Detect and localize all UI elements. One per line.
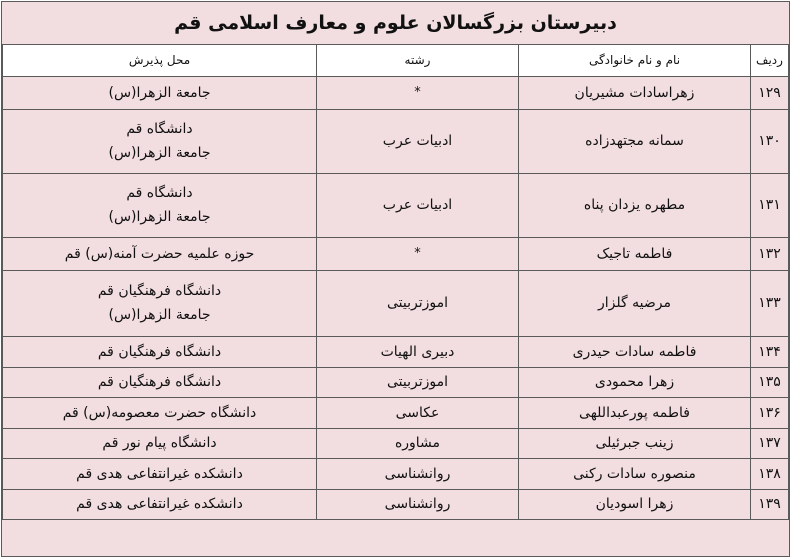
cell-field: * <box>317 76 519 109</box>
cell-name: فاطمه سادات حیدری <box>519 336 751 367</box>
place-line: جامعة الزهرا(س) <box>108 307 211 323</box>
place-line: دانشکده غیرانتفاعی هدی قم <box>76 496 243 512</box>
place-line: جامعة الزهرا(س) <box>108 209 211 225</box>
place-line: جامعة الزهرا(س) <box>108 84 211 101</box>
cell-radif: ۱۲۹ <box>751 76 789 109</box>
place-line: دانشکده غیرانتفاعی هدی قم <box>76 465 243 482</box>
table-row <box>3 173 789 237</box>
table-row <box>3 458 789 489</box>
cell-field: * <box>317 237 519 270</box>
place-line: جامعة الزهرا(س) <box>108 145 211 161</box>
cell-field: عکاسی <box>317 397 519 428</box>
place-line: دانشگاه فرهنگیان قم <box>97 374 222 390</box>
place-line: دانشگاه پیام نور قم <box>102 435 217 451</box>
cell-name: مطهره یزدان پناه <box>519 173 751 237</box>
header-place: محل پذیرش <box>3 45 317 76</box>
cell-field: روانشناسی <box>317 458 519 489</box>
cell-field: اموزتربیتی <box>317 270 519 336</box>
cell-field: مشاوره <box>317 428 519 458</box>
cell-radif: ۱۳۷ <box>751 428 789 458</box>
page-title: دبیرستان بزرگسالان علوم و معارف اسلامی قم <box>2 2 789 45</box>
place-line: دانشگاه قم <box>126 185 193 201</box>
cell-field: ادبیات عرب <box>317 109 519 173</box>
cell-name: مرضیه گلزار <box>519 270 751 336</box>
table-row <box>3 109 789 173</box>
cell-name: فاطمه پورعبداللهی <box>519 397 751 428</box>
cell-place <box>3 397 317 428</box>
cell-radif: ۱۳۳ <box>751 270 789 336</box>
table-row <box>3 367 789 397</box>
table-row <box>3 237 789 270</box>
cell-place <box>3 173 317 237</box>
cell-radif: ۱۳۹ <box>751 489 789 519</box>
cell-place <box>3 109 317 173</box>
table-row <box>3 397 789 428</box>
place-line: حوزه علمیه حضرت آمنه(س) قم <box>64 245 255 262</box>
place-line: دانشگاه فرهنگیان قم <box>97 343 222 360</box>
table-header-row <box>3 45 789 76</box>
table-row <box>3 76 789 109</box>
cell-place <box>3 489 317 519</box>
cell-radif: ۱۳۱ <box>751 173 789 237</box>
cell-radif: ۱۳۶ <box>751 397 789 428</box>
cell-name: زهراسادات مشیریان <box>519 76 751 109</box>
header-name: نام و نام خانوادگی <box>519 45 751 76</box>
cell-name: سمانه مجتهدزاده <box>519 109 751 173</box>
cell-field: دبیری الهیات <box>317 336 519 367</box>
cell-name: زهرا محمودی <box>519 367 751 397</box>
table-row <box>3 336 789 367</box>
cell-field: ادبیات عرب <box>317 173 519 237</box>
admissions-table-sheet <box>1 1 790 557</box>
cell-field: روانشناسی <box>317 489 519 519</box>
cell-radif: ۱۳۵ <box>751 367 789 397</box>
cell-name: منصوره سادات رکنی <box>519 458 751 489</box>
cell-place <box>3 428 317 458</box>
cell-place <box>3 336 317 367</box>
place-line: دانشگاه قم <box>126 121 193 137</box>
cell-place <box>3 76 317 109</box>
table-row <box>3 270 789 336</box>
cell-radif: ۱۳۸ <box>751 458 789 489</box>
table-row <box>3 428 789 458</box>
place-line: دانشگاه فرهنگیان قم <box>97 283 222 299</box>
cell-field: اموزتربیتی <box>317 367 519 397</box>
admissions-table <box>2 45 789 520</box>
cell-place <box>3 237 317 270</box>
table-row <box>3 489 789 519</box>
cell-place <box>3 270 317 336</box>
cell-name: زهرا اسودیان <box>519 489 751 519</box>
cell-name: فاطمه تاجیک <box>519 237 751 270</box>
place-line: دانشگاه حضرت معصومه(س) قم <box>62 404 257 421</box>
cell-radif: ۱۳۲ <box>751 237 789 270</box>
cell-radif: ۱۳۴ <box>751 336 789 367</box>
cell-place <box>3 458 317 489</box>
header-radif: ردیف <box>751 45 789 76</box>
cell-place <box>3 367 317 397</box>
cell-radif: ۱۳۰ <box>751 109 789 173</box>
header-field: رشته <box>317 45 519 76</box>
cell-name: زینب جبرئیلی <box>519 428 751 458</box>
